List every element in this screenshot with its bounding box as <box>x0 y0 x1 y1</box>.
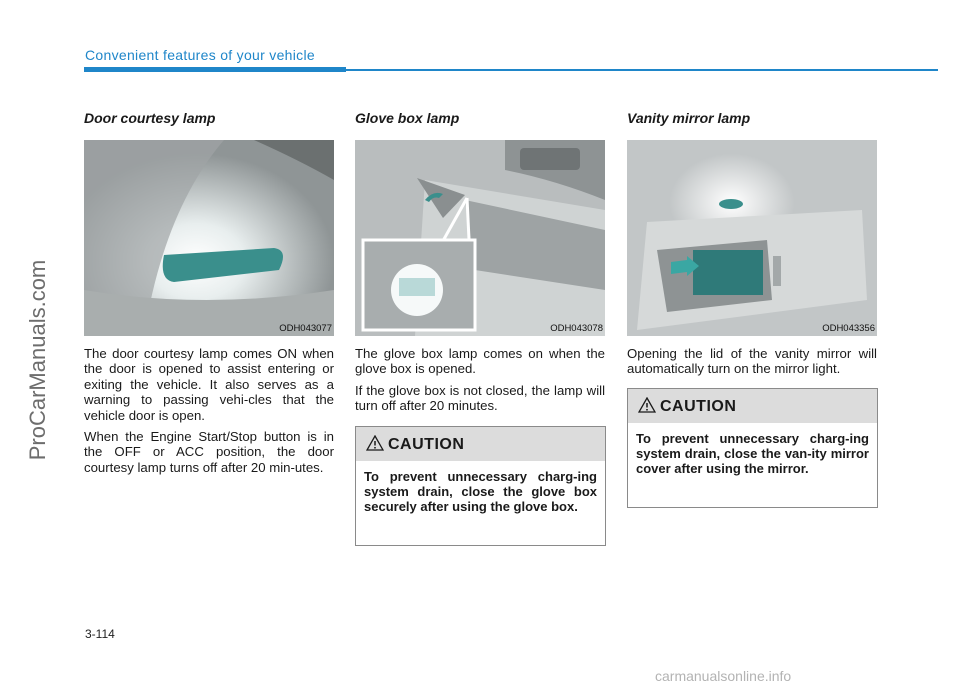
caution-header <box>356 427 605 461</box>
vanity-mirror-figure <box>627 140 877 336</box>
glove-paragraph-2: If the glove box is not closed, the lamp will turn off after 20 minutes. <box>355 382 605 414</box>
header-rule-thick <box>84 67 346 72</box>
footer-watermark: carmanualsonline.info <box>655 668 792 684</box>
door-paragraph-1: The door courtesy lamp comes ON when the door is opened to assist entering or exiting the vehicle. It also serves as a warning to passing vehi-cles that the vehicle door is open. <box>84 346 334 423</box>
door-illustration <box>84 140 334 336</box>
caution-text: To prevent unnecessary charg-ing system drain, close the glove box securely after using the glove box. <box>364 469 597 514</box>
warning-triangle-icon <box>638 397 656 413</box>
figure-code: ODH043077 <box>279 323 332 334</box>
side-watermark-text: ProCarManuals.com <box>25 259 50 461</box>
vanity-paragraph-1: Opening the lid of the vanity mirror will automatically turn on the mirror light. <box>627 346 877 377</box>
door-courtesy-title: Door courtesy lamp <box>84 110 216 126</box>
vanity-mirror-illustration <box>627 140 877 336</box>
vanity-mirror-title: Vanity mirror lamp <box>627 110 751 126</box>
side-watermark <box>8 150 68 570</box>
caution-header <box>628 389 877 423</box>
glove-paragraph-1: The glove box lamp comes on when the glove box is opened. <box>355 346 605 377</box>
glove-box-illustration <box>355 140 605 336</box>
vanity-mirror-caution <box>627 388 878 508</box>
figure-code: ODH043078 <box>550 323 603 334</box>
caution-text: To prevent unnecessary charg-ing system drain, close the van-ity mirror cover after using the mirror. <box>636 431 869 476</box>
glove-box-figure <box>355 140 605 336</box>
caution-heading: CAUTION <box>388 436 465 453</box>
page-number: 3-114 <box>85 627 115 641</box>
vanity-mirror-section <box>627 110 877 377</box>
figure-code: ODH043356 <box>822 323 875 334</box>
warning-triangle-icon <box>366 435 384 451</box>
header-rule-thin <box>346 69 938 71</box>
glove-box-title: Glove box lamp <box>355 110 460 126</box>
glove-box-section <box>355 110 605 414</box>
header-title: Convenient features of your vehicle <box>85 47 315 63</box>
glove-box-caution <box>355 426 606 546</box>
door-courtesy-section <box>84 110 334 475</box>
door-paragraph-2: When the Engine Start/Stop button is in the OFF or ACC position, the door courtesy lamp turns off after 20 min-utes. <box>84 429 334 475</box>
caution-heading: CAUTION <box>660 398 737 415</box>
door-courtesy-figure <box>84 140 334 336</box>
